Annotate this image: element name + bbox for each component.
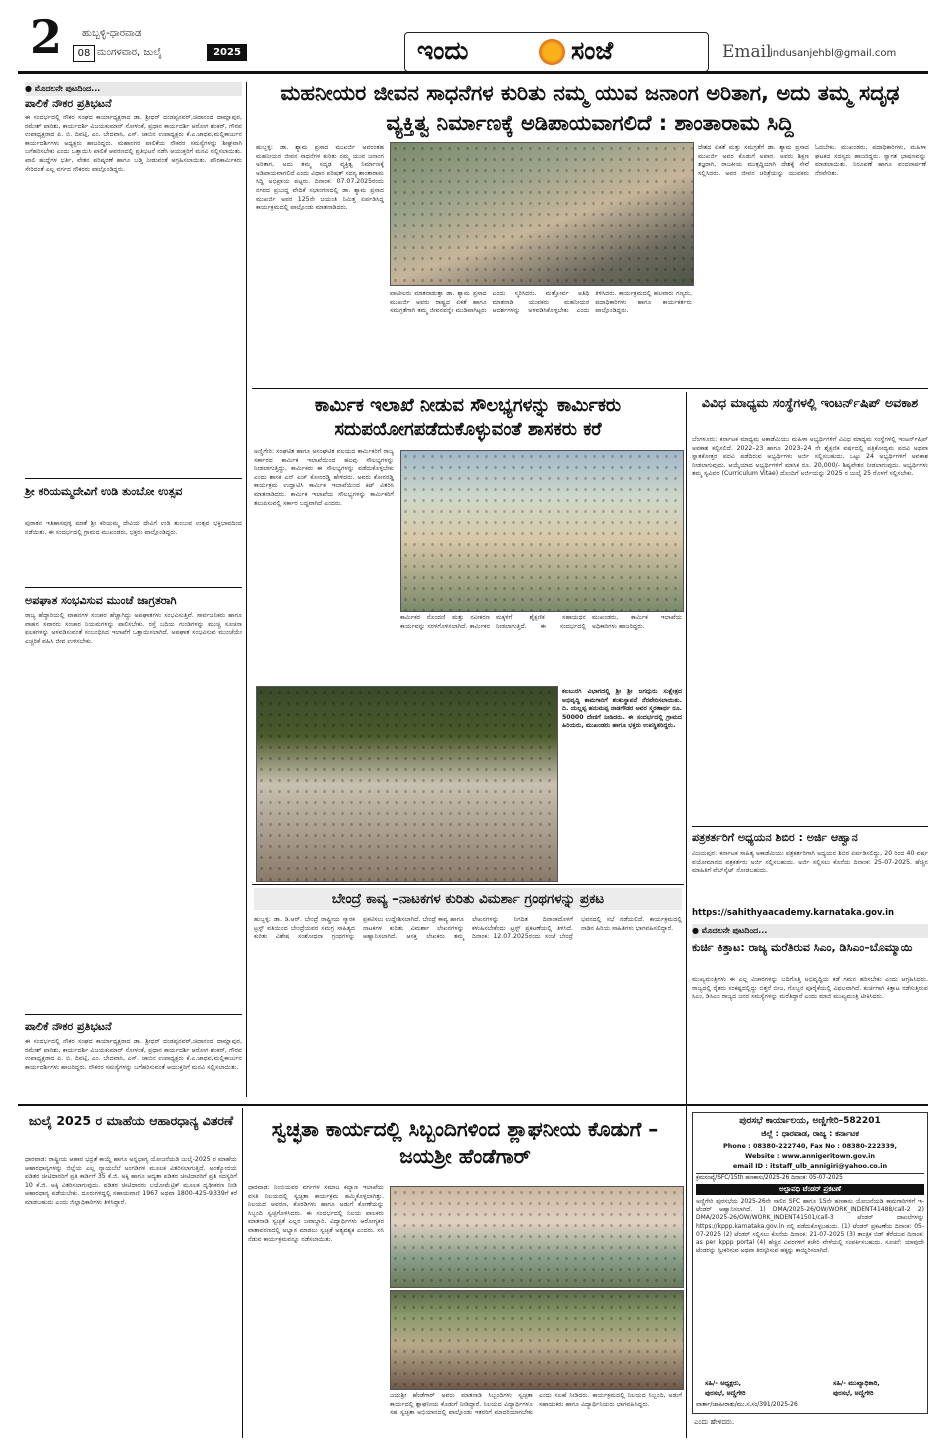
right-column (692, 392, 928, 1106)
nutrition-body: ಧಾರವಾಡ: ರಾಷ್ಟ್ರೀಯ ಆಹಾರ ಭದ್ರತೆ ಕಾಯ್ದೆ ಹಾಗೂ ಅನ್ನಭಾಗ್ಯ ಯೋಜನೆಯಡಿ ಜುಲೈ-2025 ರ ಮಾಹೆಯ ಆಹಾರಧಾನ್ಯಗಳನ್ನು ಜಿಲ್ಲೆಯ ಎಲ್ಲ ನ್ಯಾಯಬೆಲೆ ಅಂಗಡಿಗಳ ಮೂಲಕ ವಿತರಿಸಲಾಗುತ್ತಿದೆ. ಅಂತ್ಯೋದಯ ಪಡಿತರ ಚೀಟಿದಾರರಿಗೆ ಪ್ರತಿ ಕಾರ್ಡಿಗೆ 35 ಕೆ.ಜಿ. ಅಕ್ಕಿ ಹಾಗೂ ಆದ್ಯತಾ ಪಡಿತರ ಚೀಟಿದಾರರಿಗೆ ಪ್ರತಿ ಸದಸ್ಯರಿಗೆ 10 ಕೆ.ಜಿ. ಅಕ್ಕಿ ವಿತರಿಸಲಾಗುವುದು. ಪಡಿತರ ಚೀಟಿದಾರರು ಬಯೋಮೆಟ್ರಿಕ್ ಮೂಲಕ ದೃಢೀಕರಣ ನೀಡಿ ಆಹಾರಧಾನ್ಯ ಪಡೆಯಬೇಕು. ದೂರುಗಳಿದ್ದಲ್ಲಿ ಸಹಾಯವಾಣಿ 1967 ಅಥವಾ 1800-425-9339ಗೆ ಕರೆ ಮಾಡಬಹುದು ಎಂದು ಜಿಲ್ಲಾಧಿಕಾರಿಗಳು ತಿಳಿಸಿದ್ದಾರೆ. (25, 1156, 237, 1206)
story-title: ಪಾಲಿಕೆ ನೌಕರ ಪ್ರತಿಭಟನೆ (25, 1020, 112, 1033)
divider (252, 388, 928, 389)
labour-photo (400, 450, 684, 612)
left-column (25, 82, 242, 1097)
clean-body-left: ಧಾರವಾಡ: ನಿಂಬಿಯವರ ವರ್ಗಗಳ ಸಮಾಜ ಕಲ್ಯಾಣ ಇಲಾಖೆಯ ವಸತಿ ನಿಲಯದಲ್ಲಿ ಸ್ವಚ್ಛತಾ ಕಾರ್ಯಕ್ರಮ ಹಮ್ಮಿಕೊಳ್ಳಲಾಗಿತ್ತು. ನಿಲಯದ ಆವರಣ, ಕೊಠಡಿಗಳು ಹಾಗೂ ಅಡುಗೆ ಕೋಣೆಯನ್ನು ಸಿಬ್ಬಂದಿ ಸ್ವಚ್ಛಗೊಳಿಸಿದರು. ಈ ಸಂದರ್ಭದಲ್ಲಿ ನಿಲಯ ಪಾಲಕರು ಮಾತನಾಡಿ ಸ್ವಚ್ಛತೆ ಎಲ್ಲರ ಜವಾಬ್ದಾರಿ. ವಿದ್ಯಾರ್ಥಿಗಳು ಆರೋಗ್ಯಕರ ವಾತಾವರಣದಲ್ಲಿ ಅಭ್ಯಾಸ ಮಾಡಲು ಸ್ವಚ್ಛತೆ ಅತ್ಯವಶ್ಯಕ ಎಂದರು. ಸಸಿ ನೆಡುವ ಕಾರ್ಯಕ್ರಮವನ್ನೂ ನಡೆಸಲಾಯಿತು. (248, 1184, 384, 1243)
labour-body-right: ಕಾರ್ಮಿಕರ ನೊಂದಣಿ ಮತ್ತು ನವೀಕರಣ ಕಾರ್ಯವನ್ನು ಸರಳಗೊಳಿಸಲಾಗಿದೆ. ಕಾರ್ಮಿಕರ ಮಕ್ಕಳಿಗೆ ಶೈಕ್ಷಣಿಕ ಸಹಾಯಧನ ನೀಡಲಾಗುತ್ತಿದೆ. ಈ ಸಂದರ್ಭದಲ್ಲಿ ಮುಖಂಡರು, ಕಾರ್ಮಿಕ ಇಲಾಖೆಯ ಅಧಿಕಾರಿಗಳು ಹಾಜರಿದ್ದರು. (400, 614, 682, 630)
clean-story (248, 1110, 682, 1440)
divider (252, 884, 684, 885)
masthead-cities: ಹುಬ್ಬಳ್ಳಿ-ಧಾರವಾಡ (82, 28, 142, 39)
tender-advert (692, 1112, 928, 1414)
clean-photo-top (390, 1186, 684, 1288)
date-text: ಮಂಗಳವಾರ, ಜುಲೈ (97, 47, 162, 58)
ad-body: ಅಣ್ಣಿಗೇರಿ ಪುರಸಭೆಯ 2025-26ನೇ ಸಾಲಿನ SFC ಹಾಗೂ 15ನೇ ಹಣಕಾಸು ಯೋಜನೆಯಡಿ ಕಾಮಗಾರಿಗಳಿಗೆ ಇ-ಟೆಂಡರ್ ಆಹ್ವಾನಿಸಲಾಗಿದೆ. 1) DMA/2025-26/OW/WORK_INDENT41488/call-2 2) DMA/2025-26/OW/WORK_INDENT41501/call-3 ಟೆಂಡರ್ ದಾಖಲೆಗಳನ್ನು https://kppp.karnataka.gov.in ನಲ್ಲಿ ಪಡೆದುಕೊಳ್ಳಬಹುದು. (1) ಟೆಂಡರ್ ಪ್ರಕಟಣೆಯ ದಿನಾಂಕ: 05-07-2025 (2) ಟೆಂಡರ್ ಸಲ್ಲಿಸಲು ಕೊನೆಯ ದಿನಾಂಕ: 21-07-2025 (3) ತಾಂತ್ರಿಕ ಬಿಡ್ ತೆರೆಯುವ ದಿನಾಂಕ: as per kppp portal (4) ಹೆಚ್ಚಿನ ವಿವರಗಳಿಗೆ ಕಚೇರಿ ವೇಳೆಯಲ್ಲಿ ಸಂಪರ್ಕಿಸಬಹುದು. ಸೂಚನೆ: ಯಾವುದೇ ಟೆಂಡರನ್ನು ಸ್ವೀಕರಿಸುವ ಅಥವಾ ತಿರಸ್ಕರಿಸುವ ಹಕ್ಕನ್ನು ಕಾಯ್ದಿರಿಸಲಾಗಿದೆ. (696, 1198, 924, 1255)
bendre-body: ಹುಬ್ಬಳ್ಳಿ: ಡಾ. ಡಿ.ಆರ್. ಬೇಂದ್ರೆ ರಾಷ್ಟ್ರೀಯ ಸ್ಮಾರಕ ಟ್ರಸ್ಟ್ ವತಿಯಿಂದ ಬೇಂದ್ರೆಯವರ ಸಮಗ್ರ ಸಾಹಿತ್ಯದ ಕುರಿತು ವಿಶೇಷ ಸಂಶೋಧನಾ ಗ್ರಂಥಗಳನ್ನು ಪ್ರಕಟಿಸಲು ಉದ್ದೇಶಿಸಲಾಗಿದೆ. ಬೇಂದ್ರೆ ಕಾವ್ಯ ಹಾಗೂ ನಾಟಕಗಳ ಕುರಿತು ವಿಮರ್ಶಾ ಲೇಖನಗಳನ್ನು ಆಹ್ವಾನಿಸಲಾಗಿದೆ. ಆಸಕ್ತ ಲೇಖಕರು ತಮ್ಮ ಲೇಖನಗಳನ್ನು ನಿಗದಿತ ದಿನಾಂಕದೊಳಗೆ ಕಳುಹಿಸಬೇಕೆಂದು ಟ್ರಸ್ಟ್ ಪ್ರಕಟಣೆಯಲ್ಲಿ ತಿಳಿಸಿದೆ. ದಿನಾಂಕ: 12.07.2025ರಂದು ಸಂಜೆ ಬೇಂದ್ರೆ ಭವನದಲ್ಲಿ ಸಭೆ ನಡೆಯಲಿದೆ. ಕಾರ್ಯಕ್ರಮದಲ್ಲಿ ನಾಡಿನ ಹಿರಿಯ ಸಾಹಿತಿಗಳು ಭಾಗವಹಿಸಲಿದ್ದಾರೆ. (254, 916, 682, 941)
nutrition-headline: ಜುಲೈ 2025 ರ ಮಾಹೆಯ ಆಹಾರಧಾನ್ಯ ವಿತರಣೆ (28, 1113, 234, 1128)
ad-office: ಪುರಸಭೆ ಕಾರ್ಯಾಲಯ, ಅಣ್ಣಿಗೇರಿ–582201 (739, 1116, 881, 1126)
ad-website: Website : www.annigeritown.gov.in (745, 1152, 875, 1160)
lead-story (252, 78, 928, 388)
divider (25, 478, 242, 479)
internship-body: ಬೆಂಗಳೂರು: ಕರ್ನಾಟಕ ಮಾಧ್ಯಮ ಅಕಾಡೆಮಿಯು ಮಹಿಳಾ ಅಭ್ಯರ್ಥಿಗಳಿಗೆ ವಿವಿಧ ಮಾಧ್ಯಮ ಸಂಸ್ಥೆಗಳಲ್ಲಿ ಇಂಟರ್ನ್‌ಷಿಪ್ ಅವಕಾಶ ಕಲ್ಪಿಸಲಿದೆ. 2022–23 ಹಾಗೂ 2023–24 ನೇ ಶೈಕ್ಷಣಿಕ ವರ್ಷದಲ್ಲಿ ಪತ್ರಿಕೋದ್ಯಮ ಪದವಿ ಅಥವಾ ಸ್ನಾತಕೋತ್ತರ ಪದವಿ ಪಡೆದಿರುವ ಅಭ್ಯರ್ಥಿಗಳು ಅರ್ಜಿ ಸಲ್ಲಿಸಬಹುದು. ಒಟ್ಟು 24 ಅಭ್ಯರ್ಥಿಗಳಿಗೆ ಅವಕಾಶ ನೀಡಲಾಗುವುದು. ಆಯ್ಕೆಯಾದ ಅಭ್ಯರ್ಥಿಗಳಿಗೆ ಮಾಸಿಕ ರೂ. 20,000/- ಶಿಷ್ಯವೇತನ ನೀಡಲಾಗುವುದು. ಅಭ್ಯರ್ಥಿಗಳು ತಮ್ಮ ಸ್ವವಿವರ (Curriculum Vitae) ದೊಂದಿಗೆ ಅರ್ಜಿಯನ್ನು 2025 ರ ಜುಲೈ 25 ರೊಳಗೆ ಸಲ್ಲಿಸಬೇಕು. (692, 436, 928, 478)
divider (25, 587, 242, 588)
paper-name-right: ಸಂಜೆ (571, 36, 614, 65)
story-body: ಈ ಸಂದರ್ಭದಲ್ಲಿ ನೌಕರ ಸಂಘದ ಕಾರ್ಯಾಧ್ಯಕ್ಷರಾದ ಡಾ. ಶ್ರೀಧರ್ ದಂಡಪ್ಪನವರ್,ಚಿದಾನಂದ ದಾಮ್ಲಾಪುರ, ರಮೇಶ್ ಪಾರಿಶು, ಕಾರ್ಯದರ್ಶಿ ವಿಜಯಕುಮಾರ್ ಸೋಳಂಕೆ, ಪ್ರಧಾನ ಕಾರ್ಯದರ್ಶಿ ಆರೋಗ ಶಂಕರ್, ಗೌರವ ಉಪಾಧ್ಯಕ್ಷರಾದ ಪಿ. ಬಿ. ದಿವಟ್ಗಿ, ಎಂ. ಬೇದವಾಸಿ, ಎಸ್. ಜಾಬಿನ ಉಪಾಧ್ಯಕ್ಷರು ಕೆ.ಎ.ಜಾಧವ,ಮಲ್ಲಿಕಾರ್ಜುನ ಕಾರ್ಯದರ್ಶಿಗಳು ಹಾಜರಿದ್ದರು. ನೌಕರರ ಸಮಸ್ಯೆಗಳನ್ನು ಬಗೆಹರಿಸುವಂತೆ ಆಯುಕ್ತರಿಗೆ ಮನವಿ ಸಲ್ಲಿಸಲಾಯಿತು. (25, 1038, 242, 1071)
labour-headline: ಕಾರ್ಮಿಕ ಇಲಾಖೆ ನೀಡುವ ಸೌಲಭ್ಯಗಳನ್ನು ಕಾರ್ಮಿಕರು ಸದುಪಯೋಗಪಡೆದುಕೊಳ್ಳುವಂತೆ ಶಾಸಕರು ಕರೆ (314, 395, 622, 440)
chair-body: ಮುಖ್ಯಮಂತ್ರಿಗಳು ಈ ಎಲ್ಲ ವಿಚಾರಗಳನ್ನು ಬದಿಗೊತ್ತಿ ಅಭಿವೃದ್ಧಿಯ ಕಡೆ ಗಮನ ಹರಿಸಬೇಕು ಎಂದು ಆಗ್ರಹಿಸಿದರು. ರಾಜ್ಯದಲ್ಲಿ ರೈತರು ಸಂಕಷ್ಟದಲ್ಲಿದ್ದು ಬಿತ್ತನೆ ಬೀಜ, ಗೊಬ್ಬರ ಪೂರೈಕೆಯಲ್ಲಿ ವಿಫಲವಾಗಿದೆ. ಕುರ್ಚಿಗಾಗಿ ಕಿತ್ತಾಟ ನಡೆಸುತ್ತಿರುವ ಸಿಎಂ, ಡಿಸಿಎಂ ರಾಜ್ಯದ ಜನರ ಸಮಸ್ಯೆಗಳನ್ನು ಮರೆತಿದ್ದಾರೆ ಎಂದು ಮಾಜಿ ಮುಖ್ಯಮಂತ್ರಿ ಟೀಕಿಸಿದರು. (692, 976, 928, 1001)
chair-title: ಕುರ್ಚಿ ಕಿತ್ತಾಟ: ರಾಜ್ಯ ಮರೆತಿರುವ ಸಿಎಂ, ಡಿಸಿಎಂ–ಬೊಮ್ಮಾಯಿ (692, 941, 913, 954)
ad-ref: ಕ್ರಮಸಂಖ್ಯೆ/SFC/15th ಹಣಕಾಸು/2025-26 ದಿನಾಂಕ: 05-07-2025 (696, 1173, 924, 1182)
lead-body-far: ದೇಶದ ಏಕತೆ ಮತ್ತು ಸಮಗ್ರತೆಗೆ ಡಾ. ಶ್ಯಾಮ ಪ್ರಸಾದ ಮುಖರ್ಜಿ ಅವರ ಕೊಡುಗೆ ಅಪಾರ. ಅವರು ಶಿಕ್ಷಣ ತಜ್ಞರಾಗಿ, ರಾಜಕೀಯ ಮುತ್ಸದ್ದಿಯಾಗಿ ದೇಶಕ್ಕೆ ಸೇವೆ ಸಲ್ಲಿಸಿದರು. ಅವರ ಜೀವನ ಚರಿತ್ರೆಯನ್ನು ಯುವಕರು ಓದಬೇಕು. ಮುಖಂಡರು, ಪದಾಧಿಕಾರಿಗಳು, ಮಹಿಳಾ ಘಟಕದ ಸದಸ್ಯರು ಹಾಜರಿದ್ದರು. ಸ್ವಾಗತ ಭಾಷಣವನ್ನು ಮಾಡಲಾಯಿತು. ನಿರೂಪಣೆ ಹಾಗೂ ವಂದನಾರ್ಪಣೆ ನೆರವೇರಿತು. (698, 144, 926, 177)
column-rule (686, 392, 687, 1112)
column-rule (686, 1108, 687, 1438)
temple-caption: ಕಲಬುರಗಿ ವಿಭಾಗದಲ್ಲಿ ಶ್ರೀ ಶ್ರೀ ಜಗದ್ಗುರು ಸುಕ್ಷೇತ್ರದ ಅಭಿವೃದ್ಧಿ ಕಾಮಗಾರಿಗೆ ಶಂಕುಸ್ಥಾಪನೆ ನೆರವೇರಿಸಲಾಯಿತು. ದಿ. ಯಲ್ಲಪ್ಪ ಹನುಮಪ್ಪ ನಾಡಗೌಡರ ಅವರ ಸ್ಮರಣಾರ್ಥ ರೂ. 50000 ದೇಣಿಗೆ ನೀಡಿದರು. ಈ ಸಂದರ್ಭದಲ್ಲಿ ಗ್ರಾಮದ ಹಿರಿಯರು, ಮುಖಂಡರು ಹಾಗೂ ಭಕ್ತರು ಉಪಸ್ಥಿತರಿದ್ದರು. (562, 688, 682, 730)
ad-notice-title: ಅಲ್ಪಾವಧಿ ಟೆಂಡರ್ ಪ್ರಕಟಣೆ (696, 1184, 924, 1195)
email-label: Email (722, 42, 772, 62)
continued-label: ● ಮೊದಲನೇ ಪುಟದಿಂದ... (25, 82, 242, 96)
column-rule (242, 1108, 243, 1438)
ad-email: email ID : itstaff_ulb_annigiri@yahoo.co.in (732, 1162, 888, 1170)
internship-title: ವಿವಿಧ ಮಾಧ್ಯಮ ಸಂಸ್ಥೆಗಳಲ್ಲಿ ಇಂಟರ್ನ್‌ಷಿಪ್ ಅವಕಾಶ (701, 395, 919, 410)
ad-footer: ವಾರ್ತಾ/ಜಾಹೀರಾತು/ಮು.ಸ.ಸಂ/391/2025-26 (696, 1401, 798, 1408)
section-rule (18, 1104, 928, 1106)
date-day: 08 (73, 45, 95, 62)
camp-title: ಪತ್ರಕರ್ತರಿಗೆ ಅಧ್ಯಯನ ಶಿಬಿರ : ಅರ್ಜಿ ಆಹ್ವಾನ (692, 831, 858, 844)
ad-sign-left-2: ಪುರಸಭೆ, ಅಣ್ಣಿಗೇರಿ (705, 1389, 746, 1397)
clean-photo-bottom (390, 1290, 684, 1390)
story-body: ಈ ಸಂದರ್ಭದಲ್ಲಿ ನೌಕರ ಸಂಘದ ಕಾರ್ಯಾಧ್ಯಕ್ಷರಾದ ಡಾ. ಶ್ರೀಧರ್ ದಂಡಪ್ಪನವರ್,ಚಿದಾನಂದ ದಾಮ್ಲಾಪುರ, ರಮೇಶ್ ಪಾರಿಶು, ಕಾರ್ಯದರ್ಶಿ ವಿಜಯಕುಮಾರ್ ಸೋಳಂಕೆ, ಪ್ರಧಾನ ಕಾರ್ಯದರ್ಶಿ ಆರೋಗ ಶಂಕರ್, ಗೌರವ ಉಪಾಧ್ಯಕ್ಷರಾದ ಪಿ. ಬಿ. ದಿವಟ್ಗಿ, ಎಂ. ಬೇದವಾಸಿ, ಎಸ್. ಜಾಬಿನ ಉಪಾಧ್ಯಕ್ಷರು ಕೆ.ಎ.ಜಾಧವ,ಮಲ್ಲಿಕಾರ್ಜುನ ಕಾರ್ಯದರ್ಶಿಗಳು ಅಧ್ಯಕ್ಷರು ಹಾಜರಿದ್ದರು. ಮಹಾನಗರ ಪಾಲಿಕೆಯ ನೌಕರರ ಸಮಸ್ಯೆಗಳನ್ನು ಶೀಘ್ರವಾಗಿ ಬಗೆಹರಿಸಬೇಕು ಎಂದು ಒತ್ತಾಯಿಸಿ ಪಾಲಿಕೆ ಆವರಣದಲ್ಲಿ ಪ್ರತಿಭಟನೆ ನಡೆಸಿ ಆಯುಕ್ತರಿಗೆ ಮನವಿ ಸಲ್ಲಿಸಲಾಯಿತು. ಖಾಲಿ ಹುದ್ದೆಗಳ ಭರ್ತಿ, ವೇತನ ಪರಿಷ್ಕರಣೆ ಹಾಗೂ ಬಡ್ತಿ ನೀಡುವಂತೆ ಆಗ್ರಹಿಸಲಾಯಿತು. ಪೌರಕಾರ್ಮಿಕರು ಸೇರಿದಂತೆ ಎಲ್ಲ ವರ್ಗದ ನೌಕರರು ಪಾಲ್ಗೊಂಡಿದ್ದರು. (25, 114, 242, 173)
lead-photo (390, 142, 694, 286)
camp-url[interactable]: https://sahithyaacademy.karnataka.gov.in (692, 908, 895, 918)
lead-body-left: ಹುಬ್ಬಳ್ಳಿ: ಡಾ. ಶ್ಯಾಮ ಪ್ರಸಾದ ಮುಖರ್ಜಿ ಅವರಂತಹ ಮಹನೀಯರ ಜೀವನ ಸಾಧನೆಗಳ ಕುರಿತು ನಮ್ಮ ಯುವ ಜನಾಂಗ ಅರಿತಾಗ, ಅದು ತಮ್ಮ ಸದೃಢ ವ್ಯಕ್ತಿತ್ವ ನಿರ್ಮಾಣಕ್ಕೆ ಅಡಿಪಾಯವಾಗಲಿದೆ ಎಂದು ವಿಧಾನ ಪರಿಷತ್ ಸದಸ್ಯ ಶಾಂತಾರಾಮ ಸಿದ್ದಿ ಅಭಿಪ್ರಾಯ ಪಟ್ಟರು. ದಿನಾಂಕ: 07.07.2025ರಂದು ನಗರದ ಪ್ರಬುದ್ಧ ವೇದಿಕೆ ಸಭಾಂಗಣದಲ್ಲಿ ಡಾ. ಶ್ಯಾಮ ಪ್ರಸಾದ ಮುಖರ್ಜಿ ಅವರ 125ನೇ ಜಯಂತಿ ನಿಮಿತ್ತ ಏರ್ಪಡಿಸಿದ್ದ ಕಾರ್ಯಕ್ರಮದಲ್ಲಿ ಪಾಲ್ಗೊಂಡು ಮಾತನಾಡಿದರು. (256, 144, 384, 212)
sun-icon (539, 39, 565, 65)
lead-body-right: ಪಾಟೀಲರು ಮಾತನಾಡುತ್ತಾ ಡಾ. ಶ್ಯಾಮ ಪ್ರಸಾದ ಮುಖರ್ಜಿ ಅವರು ರಾಷ್ಟ್ರದ ಏಕತೆ ಹಾಗೂ ಸಮಗ್ರತೆಗಾಗಿ ತಮ್ಮ ಜೀವನವನ್ನೇ ಮುಡಿಪಾಗಿಟ್ಟರು ಎಂದು ಸ್ಮರಿಸಿದರು. ಮತ್ತೋರ್ವ ಅತಿಥಿ ಮಾತನಾಡಿ ಯುವಕರು ಮಹನೀಯರ ಆದರ್ಶಗಳನ್ನು ಅಳವಡಿಸಿಕೊಳ್ಳಬೇಕು ಎಂದು ತಿಳಿಸಿದರು. ಕಾರ್ಯಕ್ರಮದಲ್ಲಿ ಹಲವಾರು ಗಣ್ಯರು, ಪದಾಧಿಕಾರಿಗಳು ಹಾಗೂ ಕಾರ್ಯಕರ್ತರು ಪಾಲ್ಗೊಂಡಿದ್ದರು. (390, 290, 692, 315)
story-title: ಶ್ರೀ ಕರಿಯಮ್ಮದೇವಿಗೆ ಉಡಿ ತುಂಬೋ ಉತ್ಸವ (25, 485, 183, 498)
continued-label: ● ಮೊದಲನೇ ಪುಟದಿಂದ... (692, 924, 928, 938)
clean-body-right: ಜಯಶ್ರೀ ಹೆಂಡೆಗಾರ್ ಅವರು ಮಾತನಾಡಿ ಸಿಬ್ಬಂದಿಗಳು ಸ್ವಚ್ಛತಾ ಕಾರ್ಯದಲ್ಲಿ ಶ್ಲಾಘನೀಯ ಕೊಡುಗೆ ನೀಡಿದ್ದಾರೆ. ನಿಲಯದ ವಿದ್ಯಾರ್ಥಿಗಳೂ ಸಹ ಸ್ವಚ್ಛತಾ ಅಭಿಯಾನದಲ್ಲಿ ಪಾಲ್ಗೊಂಡು ಇತರರಿಗೆ ಮಾದರಿಯಾಗಬೇಕು ಎಂದು ಸಲಹೆ ನೀಡಿದರು. ಕಾರ್ಯಕ್ರಮದಲ್ಲಿ ನಿಲಯದ ಸಿಬ್ಬಂದಿ, ಅಡುಗೆ ಸಹಾಯಕರು ಹಾಗೂ ವಿದ್ಯಾರ್ಥಿನಿಯರು ಭಾಗವಹಿಸಿದ್ದರು. (390, 1392, 682, 1417)
divider (25, 1014, 242, 1015)
clean-headline: ಸ್ವಚ್ಛತಾ ಕಾರ್ಯದಲ್ಲಿ ಸಿಬ್ಬಂದಿಗಳಿಂದ ಶ್ಲಾಘನೀಯ ಕೊಡುಗೆ – ಜಯಶ್ರೀ ಹೆಂಡೆಗಾರ್ (271, 1117, 659, 1168)
masthead (0, 0, 945, 78)
ad-sign-right-1: ಸಹಿ/- ಮುಖ್ಯಾಧಿಕಾರಿ, (833, 1379, 880, 1387)
ad-district: ಜಿಲ್ಲೆ : ಧಾರವಾಡ, ರಾಜ್ಯ : ಕರ್ನಾಟಕ (761, 1129, 859, 1138)
bendre-story (252, 886, 684, 1098)
labour-story (252, 392, 684, 680)
temple-photo (256, 686, 558, 882)
story-title: ಅಪಘಾತ ಸಂಭವಿಸುವ ಮುಂಚೆ ಜಾಗ್ರತರಾಗಿ (25, 594, 177, 607)
masthead-rule (18, 71, 928, 74)
story-title: ಪಾಲಿಕೆ ನೌಕರ ಪ್ರತಿಭಟನೆ (25, 97, 112, 110)
ad-trailing-text: ಎಂದು ಹೇಳಿದರು. (694, 1418, 735, 1426)
story-body: ಪುರಾತನ ಇತಿಹಾಸವುಳ್ಳ ಮಾತೆ ಶ್ರೀ ಕರಿಯಮ್ಮ ದೇವಿಯ ದೇವಿಗೆ ಉಡಿ ತುಂಬುವ ಉತ್ಸವ ಭಕ್ತಿಭಾವದಿಂದ ನಡೆಯಿತು. ಈ ಸಂದರ್ಭದಲ್ಲಿ ಗ್ರಾಮದ ಮುಖಂಡರು, ಭಕ್ತರು ಪಾಲ್ಗೊಂಡಿದ್ದರು. (25, 520, 242, 536)
bendre-headline: ಬೇಂದ್ರೆ ಕಾವ್ಯ –ನಾಟಕಗಳ ಕುರಿತು ವಿಮರ್ಶಾ ಗ್ರಂಥಗಳನ್ನು ಪ್ರಕಟ (254, 888, 682, 910)
story-body: ರಾಜ್ಯ ಹೆದ್ದಾರಿಯಲ್ಲಿ ವಾಹನಗಳ ಸಂಚಾರ ಹೆಚ್ಚಾಗಿದ್ದು ಅಪಘಾತಗಳು ಸಂಭವಿಸುತ್ತಿವೆ. ಸಾರ್ವಜನಿಕರು ಹಾಗೂ ವಾಹನ ಸವಾರರು ಸಂಚಾರ ನಿಯಮಗಳನ್ನು ಪಾಲಿಸಬೇಕು. ರಸ್ತೆ ಬದಿಯ ಗುಂಡಿಗಳನ್ನು ಮುಚ್ಚಿ ಸೂಚನಾ ಫಲಕಗಳನ್ನು ಅಳವಡಿಸುವಂತೆ ಸಂಬಂಧಿಸಿದ ಇಲಾಖೆಗೆ ಒತ್ತಾಯಿಸಲಾಗಿದೆ. ಅಪಘಾತ ಸಂಭವಿಸುವ ಮುಂಚೆಯೇ ಎಚ್ಚರಿಕೆ ವಹಿಸಿ ಜೀವ ಉಳಿಸಬೇಕು. (25, 612, 242, 645)
ad-sign-right-2: ಪುರಸಭೆ, ಅಣ್ಣಿಗೇರಿ (833, 1389, 874, 1397)
paper-logo (404, 32, 709, 72)
paper-name-left: ಇಂದು (417, 36, 469, 65)
divider (692, 826, 928, 827)
lead-headline: ಮಹನೀಯರ ಜೀವನ ಸಾಧನೆಗಳ ಕುರಿತು ನಮ್ಮ ಯುವ ಜನಾಂಗ ಅರಿತಾಗ, ಅದು ತಮ್ಮ ಸದೃಢ ವ್ಯಕ್ತಿತ್ವ ನಿರ್ಮಾಣಕ್ಕೆ ಅಡಿಪಾಯವಾಗಲಿದೆ : ಶಾಂತಾರಾಮ ಸಿದ್ದಿ (280, 81, 900, 135)
camp-body: ವಿಜಯಪುರ: ಕರ್ನಾಟಕ ಸಾಹಿತ್ಯ ಅಕಾಡೆಮಿಯು ಪತ್ರಕರ್ತರಿಗಾಗಿ ಅಧ್ಯಯನ ಶಿಬಿರ ಏರ್ಪಡಿಸಲಿದ್ದು, 20 ರಿಂದ 40 ವರ್ಷ ವಯೋಮಾನದ ಪತ್ರಕರ್ತರು ಅರ್ಜಿ ಸಲ್ಲಿಸಬಹುದು. ಅರ್ಜಿ ಸಲ್ಲಿಸಲು ಕೊನೆಯ ದಿನಾಂಕ: 25-07-2025. ಹೆಚ್ಚಿನ ಮಾಹಿತಿಗೆ ವೆಬ್‌ಸೈಟ್ ನೋಡಬಹುದು. (692, 850, 928, 875)
email-address: indusanjehbl@gmail.com (770, 48, 897, 59)
ad-phone: Phone : 08380-222740, Fax No : 08380-222339, (722, 1142, 898, 1150)
ad-sign-left-1: ಸಹಿ/- ಅಧ್ಯಕ್ಷರು, (705, 1379, 742, 1387)
column-rule (246, 82, 247, 1097)
labour-body-left: ಅಣ್ಣಿಗೇರಿ: ಸಂಘಟಿತ ಹಾಗೂ ಅಸಂಘಟಿತ ವಲಯದ ಕಾರ್ಮಿಕರಿಗೆ ರಾಜ್ಯ ಸರ್ಕಾರದ ಕಾರ್ಮಿಕ ಇಲಾಖೆಯಿಂದ ಹಲವು ಸೌಲಭ್ಯಗಳನ್ನು ನೀಡಲಾಗುತ್ತಿದ್ದು, ಕಾರ್ಮಿಕರು ಈ ಸೌಲಭ್ಯಗಳನ್ನು ಪಡೆದುಕೊಳ್ಳಬೇಕು ಎಂದು ಶಾಸಕ ಎನ್ ಎಚ್ ಕೋನರಡ್ಡಿ ಹೇಳಿದರು. ಅವರು ಕೋನರಡ್ಡಿ ಕಾರ್ಯಕ್ರಮ ಉದ್ಘಾಟಿಸಿ ಕಾರ್ಮಿಕ ಇಲಾಖೆಯಿಂದ ಕಿಟ್ ವಿತರಿಸಿ ಮಾತನಾಡಿದರು. ಕಾರ್ಮಿಕ ಇಲಾಖೆಯ ಸೌಲಭ್ಯಗಳನ್ನು ಕಾರ್ಮಿಕರಿಗೆ ತಲುಪಿಸುವಲ್ಲಿ ಸರ್ಕಾರ ಬದ್ಧವಾಗಿದೆ ಎಂದರು. (254, 448, 394, 507)
date-year: 2025 (207, 44, 247, 61)
nutrition-story (25, 1110, 237, 1440)
page-number: 2 (30, 10, 63, 64)
